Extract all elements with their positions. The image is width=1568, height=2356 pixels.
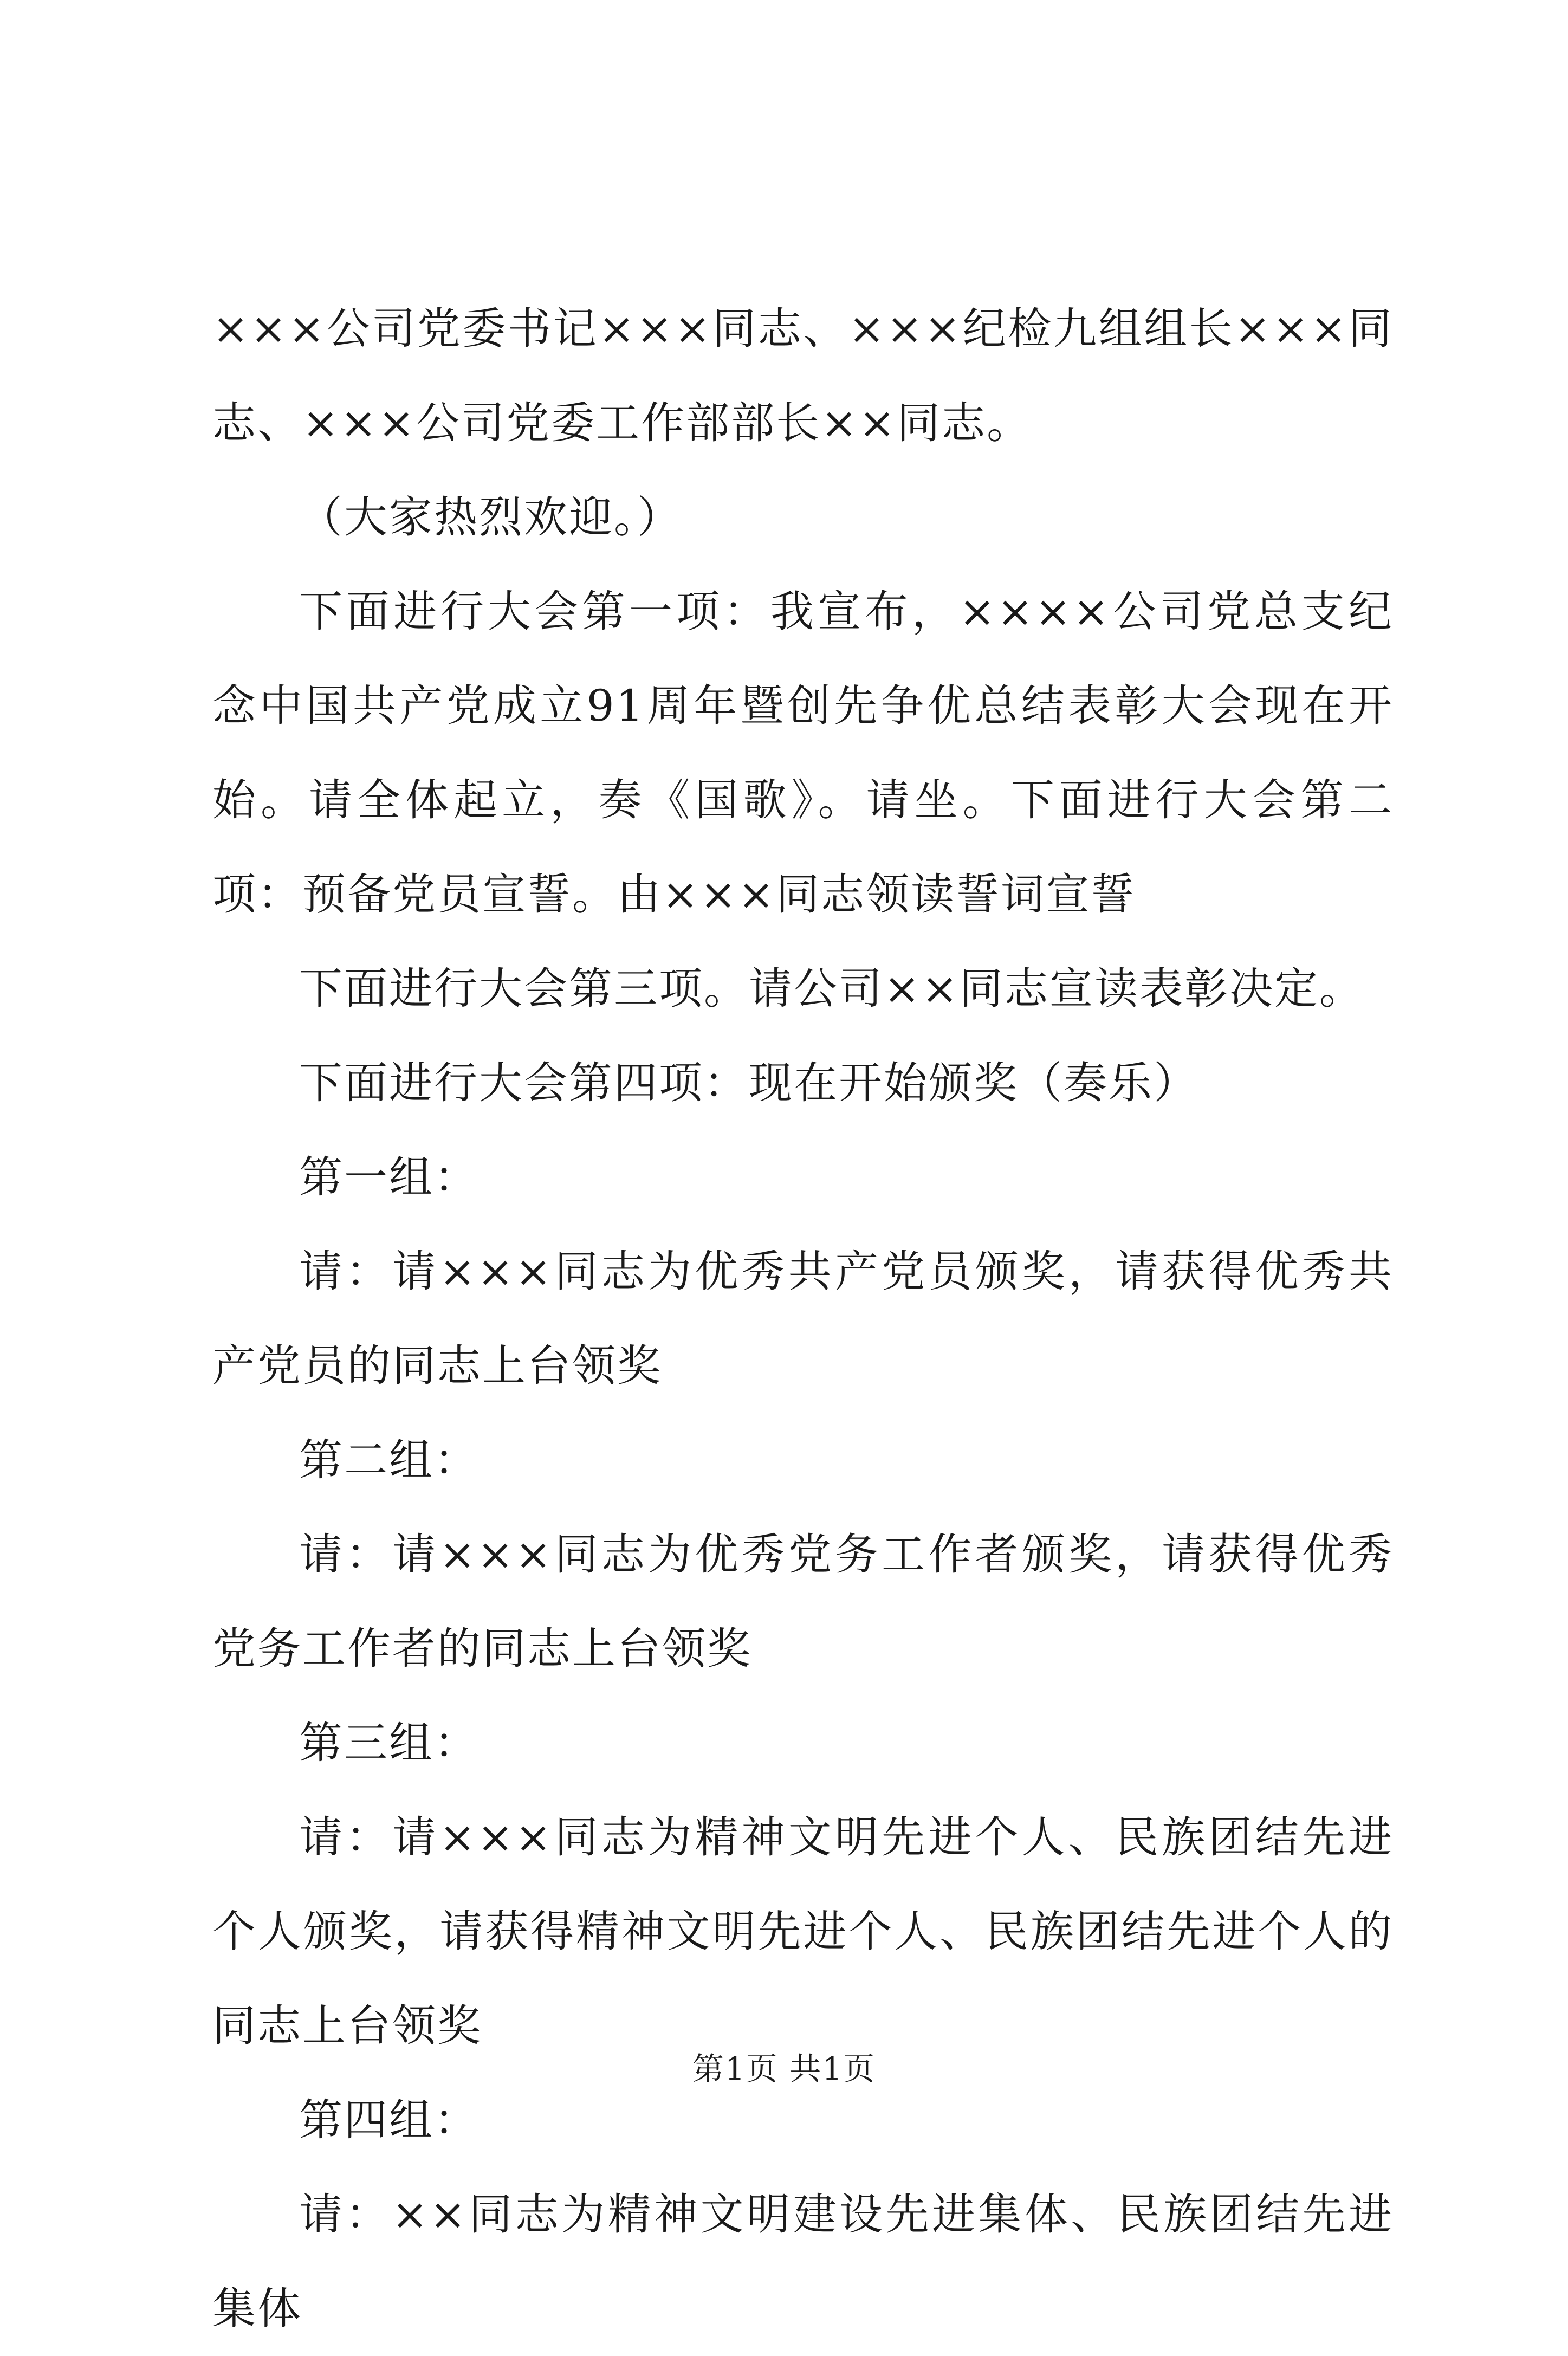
- paragraph-item-four: 下面进行大会第四项：现在开始颁奖（奏乐）: [299, 1058, 1198, 1108]
- group-two-heading: 第二组：: [299, 1435, 479, 1485]
- group-one-heading: 第一组：: [299, 1152, 479, 1202]
- document-body: [212, 282, 1394, 2356]
- group-three-heading: 第三组：: [299, 1718, 479, 1768]
- paragraph-attendees: ×××公司党委书记×××同志、×××纪检九组组长×××同志、×××公司党委工作部部长××同志。: [212, 303, 1394, 448]
- group-four-heading: 第四组：: [299, 2095, 479, 2145]
- paragraph-welcome: （大家热烈欢迎。）: [299, 492, 682, 542]
- group-two-text: 请：请×××同志为优秀党务工作者颁奖，请获得优秀党务工作者的同志上台领奖: [212, 1529, 1394, 1674]
- paragraph-item-three: 下面进行大会第三项。请公司××同志宣读表彰决定。: [299, 963, 1365, 1014]
- group-three-text: 请：请×××同志为精神文明先进个人、民族团结先进个人颁奖，请获得精神文明先进个人、民族团结先进个人的同志上台领奖: [212, 1812, 1394, 2051]
- group-one-text: 请：请×××同志为优秀共产党员颁奖，请获得优秀共产党员的同志上台领奖: [212, 1246, 1394, 1391]
- group-four-text: 请：××同志为精神文明建设先进集体、民族团结先进集体: [212, 2189, 1394, 2334]
- paragraph-item-one: 下面进行大会第一项：我宣布，××××公司党总支纪念中国共产党成立91周年暨创先争优总结表彰大会现在开始。请全体起立，奏《国歌》。请坐。下面进行大会第二项：预备党员宣誓。由×××同志领读誓词宣誓: [212, 586, 1394, 920]
- page-number-footer: 第1页 共1页: [692, 2050, 876, 2087]
